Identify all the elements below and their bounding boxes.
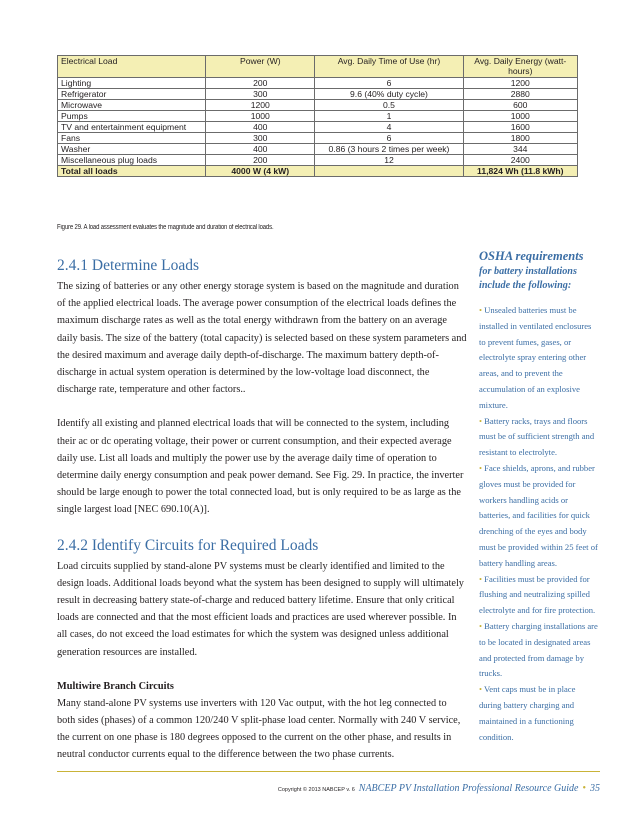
section-heading-identify-circuits: 2.4.2 Identify Circuits for Required Loads	[57, 536, 319, 554]
total-time	[315, 166, 463, 177]
table-header-row	[58, 56, 578, 78]
table-cell: Refrigerator	[58, 89, 206, 100]
sidebar-bullet	[479, 572, 599, 619]
table-cell: Miscellaneous plug loads	[58, 155, 206, 166]
bullet-dot-icon: •	[479, 684, 483, 695]
table-cell: 12	[315, 155, 463, 166]
table-cell: 9.6 (40% duty cycle)	[315, 89, 463, 100]
table-cell: 200	[206, 155, 315, 166]
table-cell: 400	[206, 144, 315, 155]
table-cell: 2880	[463, 89, 577, 100]
bullet-text: Battery racks, trays and floors must be of sufficient strength and resistant to electrolyte.	[479, 415, 595, 458]
table-cell: 344	[463, 144, 577, 155]
table-row	[58, 111, 578, 122]
page-footer	[278, 778, 600, 796]
table-cell: 6	[315, 133, 463, 144]
table-row	[58, 122, 578, 133]
sidebar-bullet	[479, 414, 599, 461]
main-column	[57, 256, 467, 764]
bullet-text: Battery charging installations are to be located in designated areas and protected from damage by trucks.	[479, 620, 598, 679]
table-cell: Pumps	[58, 111, 206, 122]
table-cell: 1800	[463, 133, 577, 144]
table-row	[58, 78, 578, 89]
bullet-text: Unsealed batteries must be installed in ventilated enclosures to prevent fumes, gases, or electrolyte spray entering other areas, and to prevent the accumulation of an explosive mixture.	[479, 305, 592, 410]
table-row	[58, 144, 578, 155]
table-cell: 1200	[463, 78, 577, 89]
bullet-text: Vent caps must be in place during battery charging and maintained in a functioning condition.	[479, 684, 576, 742]
bullet-text: Facilities must be provided for flushing and neutralizing spilled electrolyte and for fire protection.	[479, 573, 596, 616]
bullet-dot-icon: •	[479, 620, 483, 631]
table-cell: TV and entertainment equipment	[58, 122, 206, 133]
column-header: Avg. Daily Time of Use (hr)	[315, 56, 463, 78]
table-cell: 300	[206, 133, 315, 144]
table-cell: 600	[463, 100, 577, 111]
bullet-dot-icon: •	[479, 415, 483, 426]
page-number: 35	[590, 783, 600, 794]
load-table	[57, 55, 578, 177]
table-cell: Lighting	[58, 78, 206, 89]
paragraph: Identify all existing and planned electrical loads that will be connected to the system, including their ac or dc operating voltage, their power or current consumption, and their expected average daily use. List all loads and multiply the power use by the average daily time of operation to determine daily energy consumption and peak power demand. See Fig. 29. In practice, the inverter should be large enough to power the total connected load, but is only required to be as large as the single largest load [NEC 690.10(A)].	[57, 418, 464, 516]
table-cell: Microwave	[58, 100, 206, 111]
paragraph: Load circuits supplied by stand-alone PV systems must be clearly identified and limited to the design loads. Additional loads beyond what the system has been designed to supply will ultimately result in decreasing battery state-of-charge and reduced battery lifetime. Ensure that only critical loads are connected and that the most efficient loads and practices are used wherever possible. In all cases, do not exceed the load estimates for which the system was designed unless additional generation resources are installed.	[57, 560, 464, 658]
bullet-dot-icon: •	[479, 573, 483, 584]
footer-guide-title: NABCEP PV Installation Professional Resource Guide	[358, 783, 579, 794]
bullet-dot-icon: •	[479, 462, 483, 473]
table-row	[58, 100, 578, 111]
column-header: Electrical Load	[58, 56, 206, 78]
column-header: Power (W)	[206, 56, 315, 78]
table-cell: 400	[206, 122, 315, 133]
subheading-multiwire: Multiwire Branch Circuits	[57, 680, 174, 692]
table-cell: 4	[315, 122, 463, 133]
table-cell: 1000	[463, 111, 577, 122]
section-heading-determine-loads: 2.4.1 Determine Loads	[57, 257, 200, 274]
table-cell: 0.5	[315, 100, 463, 111]
table-row	[58, 133, 578, 144]
table-cell: 0.86 (3 hours 2 times per week)	[315, 144, 463, 155]
table-row	[58, 155, 578, 166]
table-cell: 1200	[206, 100, 315, 111]
table-cell: Fans	[58, 133, 206, 144]
sidebar-subtitle: for battery installations include the following:	[479, 266, 577, 291]
table-total-row	[58, 166, 578, 177]
load-table-container	[57, 55, 578, 177]
table-cell: 2400	[463, 155, 577, 166]
figure-caption: Figure 29. A load assessment evaluates the magnitude and duration of electrical loads.	[57, 224, 274, 231]
total-label: Total all loads	[58, 166, 206, 177]
table-body	[58, 78, 578, 177]
footer-divider	[57, 771, 600, 772]
sidebar-bullet	[479, 303, 599, 414]
total-power: 4000 W (4 kW)	[206, 166, 315, 177]
osha-sidebar	[479, 248, 599, 745]
bullet-text: Face shields, aprons, and rubber gloves must be provided for workers handling acids or batteries, and facilities for quick drenching of the eyes and body must be provided within 25 feet of battery handling areas.	[479, 462, 598, 568]
table-cell: 1	[315, 111, 463, 122]
total-energy: 11,824 Wh (11.8 kWh)	[463, 166, 577, 177]
sidebar-bullet	[479, 619, 599, 682]
paragraph: Many stand-alone PV systems use inverters with 120 Vac output, with the hot leg connected to both sides (phases) of a common 120/240 V split-phase load center. Normally with 240 V service, the current on one phase is 180 degrees opposed to the current on the other phase, and results in neutral conductor currents equal to the difference between the two phase currents.	[57, 697, 461, 761]
table-row	[58, 89, 578, 100]
sidebar-bullet-list	[479, 303, 599, 745]
table-cell: 6	[315, 78, 463, 89]
table-cell: 1000	[206, 111, 315, 122]
paragraph: The sizing of batteries or any other energy storage system is based on the magnitude and duration of the applied electrical loads. The average power consumption of the electrical loads defines the maximum discharge rates as well as the total energy withdrawn from the battery on an average daily basis. The size of the battery (total capacity) is selected based on these system parameters and the desired maximum and average daily depth-of-discharge. The maximum battery depth-of-discharge in actual system operation is determined by the low-voltage load disconnect, the discharge rate, temperature and other factors..	[57, 281, 467, 396]
table-cell: 200	[206, 78, 315, 89]
sidebar-bullet	[479, 461, 599, 572]
sidebar-title: OSHA requirements	[479, 249, 584, 263]
footer-copyright: Copyright © 2013 NABCEP v. 6	[277, 787, 355, 793]
sidebar-bullet	[479, 682, 599, 745]
table-cell: Washer	[58, 144, 206, 155]
table-cell: 1600	[463, 122, 577, 133]
column-header: Avg. Daily Energy (watt-hours)	[463, 56, 577, 78]
footer-separator: •	[582, 783, 586, 794]
bullet-dot-icon: •	[479, 305, 483, 315]
table-cell: 300	[206, 89, 315, 100]
